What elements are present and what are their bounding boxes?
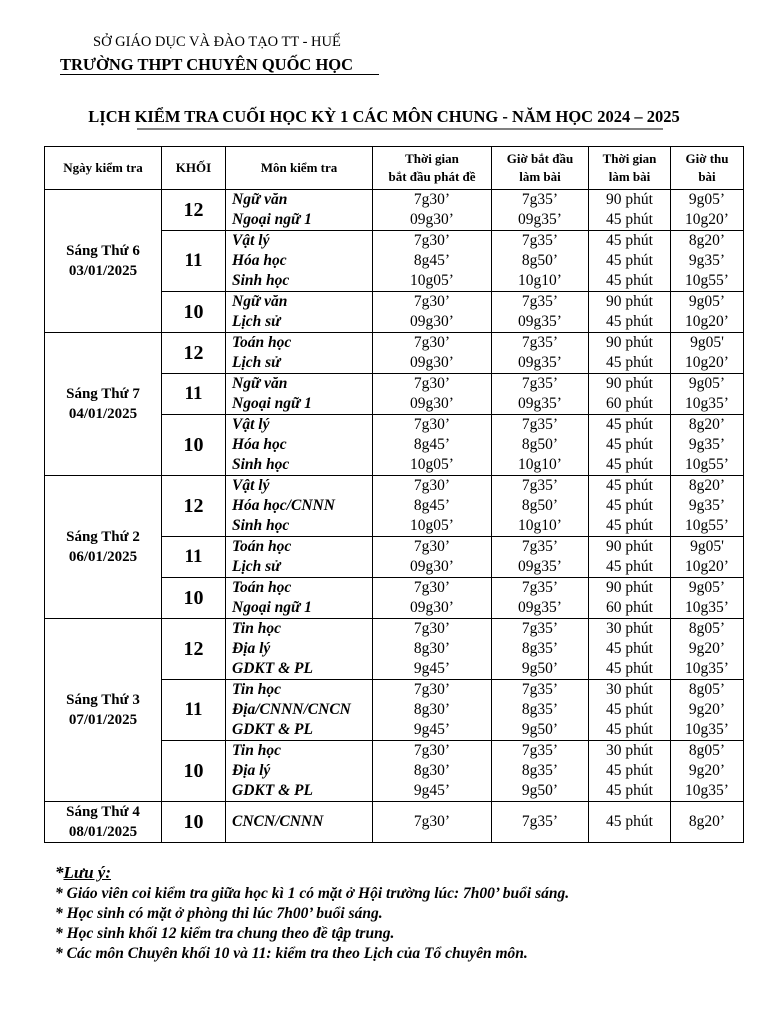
distribution-time-cell-line: 09g30’ xyxy=(410,599,454,616)
grade-cell: 11 xyxy=(162,374,226,415)
collect-time-cell-line: 9g05’ xyxy=(688,191,726,208)
distribution-time-cell xyxy=(373,802,492,843)
title-underline xyxy=(137,128,663,130)
start-time-cell-line: 9g50’ xyxy=(521,721,559,738)
distribution-time-cell xyxy=(373,333,492,374)
note-item: * Học sinh khối 12 kiểm tra chung theo đề tập trung. xyxy=(55,925,395,942)
subject-cell-line: Ngữ văn xyxy=(232,293,288,310)
subject-cell-line: Toán học xyxy=(232,579,292,596)
subject-cell xyxy=(226,333,373,374)
start-time-cell xyxy=(492,190,589,231)
note-item: * Học sinh có mặt ở phòng thi lúc 7h00’ buổi sáng. xyxy=(55,905,383,922)
distribution-time-cell-line: 7g30’ xyxy=(413,813,451,830)
distribution-time-cell-line: 7g30’ xyxy=(413,681,451,698)
collect-time-cell xyxy=(671,292,744,333)
exam-date-label: 06/01/2025 xyxy=(68,549,138,565)
duration-cell-line: 45 phút xyxy=(606,436,653,453)
collect-time-cell xyxy=(671,537,744,578)
subject-cell-line: Tin học xyxy=(232,681,281,698)
start-time-cell-line: 8g50’ xyxy=(521,436,559,453)
start-time-cell-line: 09g35’ xyxy=(518,211,562,228)
subject-cell-line: Sinh học xyxy=(232,272,290,289)
duration-cell-line: 45 phút xyxy=(606,558,653,575)
subject-cell-line: Hóa học/CNNN xyxy=(232,497,335,514)
subject-cell-line: GDKT & PL xyxy=(232,660,313,677)
duration-cell xyxy=(589,190,671,231)
collect-time-cell xyxy=(671,741,744,802)
start-time-cell-line: 09g35’ xyxy=(518,558,562,575)
exam-date-cell xyxy=(45,333,162,476)
collect-time-cell-line: 10g35’ xyxy=(685,660,729,677)
distribution-time-cell-line: 8g30’ xyxy=(413,701,451,718)
collect-time-cell xyxy=(671,190,744,231)
subject-cell-line: Tin học xyxy=(232,620,281,637)
distribution-time-cell xyxy=(373,292,492,333)
start-time-cell xyxy=(492,802,589,843)
duration-cell xyxy=(589,333,671,374)
distribution-time-cell xyxy=(373,190,492,231)
distribution-time-cell-line: 09g30’ xyxy=(410,354,454,371)
column-header-subject: Môn kiểm tra xyxy=(226,147,373,190)
start-time-cell-line: 8g50’ xyxy=(521,252,559,269)
subject-cell-line: Vật lý xyxy=(232,232,270,249)
duration-cell-line: 30 phút xyxy=(606,742,653,759)
distribution-time-cell-line: 8g30’ xyxy=(413,640,451,657)
collect-time-cell-line: 10g35’ xyxy=(685,782,729,799)
distribution-time-cell-line: 7g30’ xyxy=(413,293,451,310)
duration-cell xyxy=(589,374,671,415)
duration-cell-line: 90 phút xyxy=(606,293,653,310)
subject-cell-line: Ngữ văn xyxy=(232,191,288,208)
distribution-time-cell-line: 7g30’ xyxy=(413,232,451,249)
distribution-time-cell-line: 7g30’ xyxy=(413,620,451,637)
duration-cell-line: 45 phút xyxy=(606,272,653,289)
collect-time-cell-line: 10g55’ xyxy=(685,456,729,473)
collect-time-cell-line: 8g20’ xyxy=(688,416,726,433)
table-row xyxy=(45,476,744,537)
start-time-cell xyxy=(492,333,589,374)
start-time-cell xyxy=(492,231,589,292)
table-row xyxy=(45,333,744,374)
start-time-cell-line: 10g10’ xyxy=(518,517,562,534)
grade-cell: 10 xyxy=(162,415,226,476)
collect-time-cell-line: 9g35’ xyxy=(688,436,726,453)
start-time-cell xyxy=(492,680,589,741)
duration-cell xyxy=(589,415,671,476)
collect-time-cell xyxy=(671,578,744,619)
exam-date-cell xyxy=(45,619,162,802)
subject-cell xyxy=(226,537,373,578)
collect-time-cell-line: 10g20’ xyxy=(685,313,729,330)
subject-cell-line: Hóa học xyxy=(232,252,287,269)
distribution-time-cell-line: 09g30’ xyxy=(410,558,454,575)
table-header-row xyxy=(45,147,744,190)
duration-cell xyxy=(589,476,671,537)
distribution-time-cell xyxy=(373,578,492,619)
start-time-cell-line: 7g35’ xyxy=(521,334,559,351)
subject-cell-line: Ngoại ngữ 1 xyxy=(232,395,312,412)
distribution-time-cell-line: 10g05’ xyxy=(410,517,454,534)
grade-cell: 10 xyxy=(162,578,226,619)
start-time-cell-line: 8g35’ xyxy=(521,762,559,779)
distribution-time-cell-line: 7g30’ xyxy=(413,334,451,351)
duration-cell-line: 45 phút xyxy=(606,456,653,473)
duration-cell-line: 90 phút xyxy=(606,334,653,351)
exam-day-label: Sáng Thứ 4 xyxy=(66,804,140,820)
distribution-time-cell-line: 7g30’ xyxy=(413,477,451,494)
exam-date-cell xyxy=(45,802,162,843)
duration-cell xyxy=(589,802,671,843)
page-title: LỊCH KIỂM TRA CUỐI HỌC KỲ 1 CÁC MÔN CHUNG - NĂM HỌC 2024 – 2025 xyxy=(88,107,680,126)
subject-cell-line: Lịch sử xyxy=(232,313,281,330)
column-header-date: Ngày kiểm tra xyxy=(45,147,162,190)
subject-cell-line: Ngoại ngữ 1 xyxy=(232,599,312,616)
start-time-cell xyxy=(492,374,589,415)
start-time-cell-line: 09g35’ xyxy=(518,599,562,616)
collect-time-cell-line: 10g55’ xyxy=(685,272,729,289)
grade-cell: 10 xyxy=(162,802,226,843)
notes-section xyxy=(55,862,569,964)
start-time-cell xyxy=(492,476,589,537)
subject-cell xyxy=(226,415,373,476)
subject-cell-line: Sinh học xyxy=(232,456,290,473)
start-time-cell-line: 7g35’ xyxy=(521,742,559,759)
start-time-cell-line: 8g35’ xyxy=(521,701,559,718)
exam-date-cell xyxy=(45,190,162,333)
table-row xyxy=(45,619,744,680)
collect-time-cell-line: 8g05’ xyxy=(688,742,726,759)
duration-cell-line: 60 phút xyxy=(606,395,653,412)
notes-heading: *Lưu ý: xyxy=(55,863,111,882)
distribution-time-cell xyxy=(373,231,492,292)
subject-cell-line: GDKT & PL xyxy=(232,721,313,738)
start-time-cell xyxy=(492,741,589,802)
subject-cell-line: Ngoại ngữ 1 xyxy=(232,211,312,228)
start-time-cell-line: 8g35’ xyxy=(521,640,559,657)
grade-cell: 12 xyxy=(162,333,226,374)
subject-cell-line: Vật lý xyxy=(232,416,270,433)
duration-cell-line: 45 phút xyxy=(606,232,653,249)
start-time-cell-line: 7g35’ xyxy=(521,620,559,637)
duration-cell-line: 45 phút xyxy=(606,721,653,738)
collect-time-cell-line: 9g05' xyxy=(690,334,724,351)
duration-cell-line: 45 phút xyxy=(606,313,653,330)
collect-time-cell-line: 8g05’ xyxy=(688,620,726,637)
collect-time-cell xyxy=(671,415,744,476)
distribution-time-cell-line: 10g05’ xyxy=(410,272,454,289)
subject-cell-line: Vật lý xyxy=(232,477,270,494)
collect-time-cell-line: 10g20’ xyxy=(685,211,729,228)
start-time-cell xyxy=(492,619,589,680)
subject-cell-line: Sinh học xyxy=(232,517,290,534)
distribution-time-cell-line: 09g30’ xyxy=(410,211,454,228)
duration-cell-line: 90 phút xyxy=(606,375,653,392)
start-time-cell xyxy=(492,415,589,476)
collect-time-cell-line: 9g35’ xyxy=(688,252,726,269)
distribution-time-cell xyxy=(373,619,492,680)
duration-cell-line: 45 phút xyxy=(606,497,653,514)
duration-cell-line: 45 phút xyxy=(606,660,653,677)
collect-time-cell-line: 8g20’ xyxy=(688,813,726,830)
table-row xyxy=(45,802,744,843)
collect-time-cell-line: 10g35’ xyxy=(685,721,729,738)
grade-cell: 11 xyxy=(162,537,226,578)
collect-time-cell xyxy=(671,333,744,374)
start-time-cell-line: 9g50’ xyxy=(521,782,559,799)
collect-time-cell-line: 8g20’ xyxy=(688,477,726,494)
duration-cell xyxy=(589,619,671,680)
grade-cell: 12 xyxy=(162,190,226,231)
department-name: SỞ GIÁO DỤC VÀ ĐÀO TẠO TT - HUẾ xyxy=(93,34,341,50)
exam-date-cell xyxy=(45,476,162,619)
exam-date-label: 08/01/2025 xyxy=(68,824,138,840)
exam-day-label: Sáng Thứ 7 xyxy=(66,386,140,402)
collect-time-cell-line: 10g55’ xyxy=(685,517,729,534)
duration-cell-line: 45 phút xyxy=(606,354,653,371)
start-time-cell-line: 7g35’ xyxy=(521,579,559,596)
collect-time-cell-line: 8g20’ xyxy=(688,232,726,249)
exam-day-label: Sáng Thứ 6 xyxy=(66,243,140,259)
distribution-time-cell-line: 09g30’ xyxy=(410,313,454,330)
table-row xyxy=(45,190,744,231)
duration-cell xyxy=(589,741,671,802)
subject-cell-line: Lịch sử xyxy=(232,354,281,371)
start-time-cell-line: 09g35’ xyxy=(518,313,562,330)
start-time-cell xyxy=(492,537,589,578)
subject-cell xyxy=(226,231,373,292)
collect-time-cell-line: 9g35’ xyxy=(688,497,726,514)
duration-cell-line: 45 phút xyxy=(606,252,653,269)
start-time-cell-line: 7g35’ xyxy=(521,681,559,698)
grade-cell: 12 xyxy=(162,476,226,537)
start-time-cell-line: 09g35’ xyxy=(518,354,562,371)
duration-cell-line: 30 phút xyxy=(606,620,653,637)
duration-cell xyxy=(589,578,671,619)
subject-cell xyxy=(226,374,373,415)
start-time-cell-line: 7g35’ xyxy=(521,416,559,433)
collect-time-cell xyxy=(671,476,744,537)
column-header-start-time: Giờ bắt đầu làm bài xyxy=(492,147,589,190)
collect-time-cell-line: 9g05’ xyxy=(688,293,726,310)
start-time-cell xyxy=(492,292,589,333)
note-item: * Các môn Chuyên khối 10 và 11: kiểm tra theo Lịch của Tổ chuyên môn. xyxy=(55,945,528,962)
collect-time-cell xyxy=(671,619,744,680)
duration-cell-line: 45 phút xyxy=(606,416,653,433)
subject-cell-line: Tin học xyxy=(232,742,281,759)
subject-cell-line: Địa lý xyxy=(232,640,271,657)
collect-time-cell-line: 10g35’ xyxy=(685,599,729,616)
duration-cell-line: 30 phút xyxy=(606,681,653,698)
distribution-time-cell-line: 7g30’ xyxy=(413,375,451,392)
subject-cell-line: Ngữ văn xyxy=(232,375,288,392)
distribution-time-cell-line: 10g05’ xyxy=(410,456,454,473)
start-time-cell-line: 7g35’ xyxy=(521,232,559,249)
exam-day-label: Sáng Thứ 2 xyxy=(66,529,140,545)
exam-date-label: 07/01/2025 xyxy=(68,712,138,728)
duration-cell-line: 45 phút xyxy=(606,701,653,718)
exam-day-label: Sáng Thứ 3 xyxy=(66,692,140,708)
distribution-time-cell-line: 7g30’ xyxy=(413,191,451,208)
start-time-cell-line: 7g35’ xyxy=(521,293,559,310)
distribution-time-cell xyxy=(373,415,492,476)
collect-time-cell-line: 9g05’ xyxy=(688,375,726,392)
distribution-time-cell xyxy=(373,476,492,537)
distribution-time-cell-line: 9g45’ xyxy=(413,721,451,738)
duration-cell xyxy=(589,231,671,292)
subject-cell xyxy=(226,802,373,843)
subject-cell-line: CNCN/CNNN xyxy=(232,813,324,830)
duration-cell-line: 45 phút xyxy=(606,517,653,534)
start-time-cell-line: 7g35’ xyxy=(521,538,559,555)
start-time-cell-line: 10g10’ xyxy=(518,456,562,473)
duration-cell-line: 45 phút xyxy=(606,813,653,830)
subject-cell xyxy=(226,680,373,741)
duration-cell-line: 45 phút xyxy=(606,782,653,799)
distribution-time-cell-line: 9g45’ xyxy=(413,660,451,677)
subject-cell xyxy=(226,578,373,619)
column-header-distribution-time: Thời gian bắt đầu phát đề xyxy=(373,147,492,190)
collect-time-cell-line: 10g20’ xyxy=(685,354,729,371)
duration-cell xyxy=(589,537,671,578)
distribution-time-cell xyxy=(373,374,492,415)
grade-cell: 12 xyxy=(162,619,226,680)
collect-time-cell-line: 8g05’ xyxy=(688,681,726,698)
collect-time-cell-line: 9g05' xyxy=(690,538,724,555)
duration-cell-line: 45 phút xyxy=(606,211,653,228)
duration-cell-line: 60 phút xyxy=(606,599,653,616)
column-header-grade: KHỐI xyxy=(162,147,226,190)
column-header-duration: Thời gian làm bài xyxy=(589,147,671,190)
collect-time-cell xyxy=(671,374,744,415)
exam-date-label: 04/01/2025 xyxy=(68,406,138,422)
note-item: * Giáo viên coi kiểm tra giữa học kì 1 có mặt ở Hội trường lúc: 7h00’ buổi sáng. xyxy=(55,885,570,902)
duration-cell-line: 45 phút xyxy=(606,762,653,779)
subject-cell-line: Toán học xyxy=(232,538,292,555)
start-time-cell-line: 7g35’ xyxy=(521,375,559,392)
distribution-time-cell xyxy=(373,741,492,802)
subject-cell-line: Lịch sử xyxy=(232,558,281,575)
subject-cell-line: Địa lý xyxy=(232,762,271,779)
subject-cell-line: Hóa học xyxy=(232,436,287,453)
subject-cell xyxy=(226,292,373,333)
exam-date-label: 03/01/2025 xyxy=(68,263,138,279)
collect-time-cell-line: 9g20’ xyxy=(688,640,726,657)
subject-cell-line: GDKT & PL xyxy=(232,782,313,799)
distribution-time-cell-line: 7g30’ xyxy=(413,579,451,596)
exam-schedule-table xyxy=(44,146,744,843)
grade-cell: 10 xyxy=(162,741,226,802)
duration-cell-line: 90 phút xyxy=(606,191,653,208)
grade-cell: 11 xyxy=(162,680,226,741)
distribution-time-cell-line: 8g45’ xyxy=(413,252,451,269)
subject-cell xyxy=(226,476,373,537)
duration-cell-line: 45 phút xyxy=(606,477,653,494)
school-name: TRƯỜNG THPT CHUYÊN QUỐC HỌC xyxy=(60,55,379,75)
start-time-cell-line: 8g50’ xyxy=(521,497,559,514)
start-time-cell xyxy=(492,578,589,619)
start-time-cell-line: 7g35’ xyxy=(521,813,559,830)
table-body xyxy=(45,190,744,843)
distribution-time-cell-line: 8g30’ xyxy=(413,762,451,779)
subject-cell xyxy=(226,619,373,680)
collect-time-cell xyxy=(671,680,744,741)
distribution-time-cell-line: 7g30’ xyxy=(413,538,451,555)
subject-cell-line: Địa/CNNN/CNCN xyxy=(232,701,351,718)
start-time-cell-line: 10g10’ xyxy=(518,272,562,289)
distribution-time-cell-line: 8g45’ xyxy=(413,436,451,453)
subject-cell-line: Toán học xyxy=(232,334,292,351)
distribution-time-cell-line: 7g30’ xyxy=(413,742,451,759)
duration-cell xyxy=(589,292,671,333)
distribution-time-cell-line: 9g45’ xyxy=(413,782,451,799)
grade-cell: 10 xyxy=(162,292,226,333)
column-header-collect-time: Giờ thu bài xyxy=(671,147,744,190)
subject-cell xyxy=(226,190,373,231)
start-time-cell-line: 7g35’ xyxy=(521,477,559,494)
collect-time-cell xyxy=(671,802,744,843)
collect-time-cell-line: 9g20’ xyxy=(688,762,726,779)
collect-time-cell-line: 10g20’ xyxy=(685,558,729,575)
collect-time-cell xyxy=(671,231,744,292)
distribution-time-cell-line: 09g30’ xyxy=(410,395,454,412)
duration-cell-line: 90 phút xyxy=(606,579,653,596)
subject-cell xyxy=(226,741,373,802)
grade-cell: 11 xyxy=(162,231,226,292)
duration-cell xyxy=(589,680,671,741)
distribution-time-cell-line: 8g45’ xyxy=(413,497,451,514)
distribution-time-cell xyxy=(373,537,492,578)
collect-time-cell-line: 9g20’ xyxy=(688,701,726,718)
distribution-time-cell xyxy=(373,680,492,741)
distribution-time-cell-line: 7g30’ xyxy=(413,416,451,433)
start-time-cell-line: 7g35’ xyxy=(521,191,559,208)
start-time-cell-line: 09g35’ xyxy=(518,395,562,412)
start-time-cell-line: 9g50’ xyxy=(521,660,559,677)
duration-cell-line: 90 phút xyxy=(606,538,653,555)
duration-cell-line: 45 phút xyxy=(606,640,653,657)
collect-time-cell-line: 10g35’ xyxy=(685,395,729,412)
collect-time-cell-line: 9g05’ xyxy=(688,579,726,596)
